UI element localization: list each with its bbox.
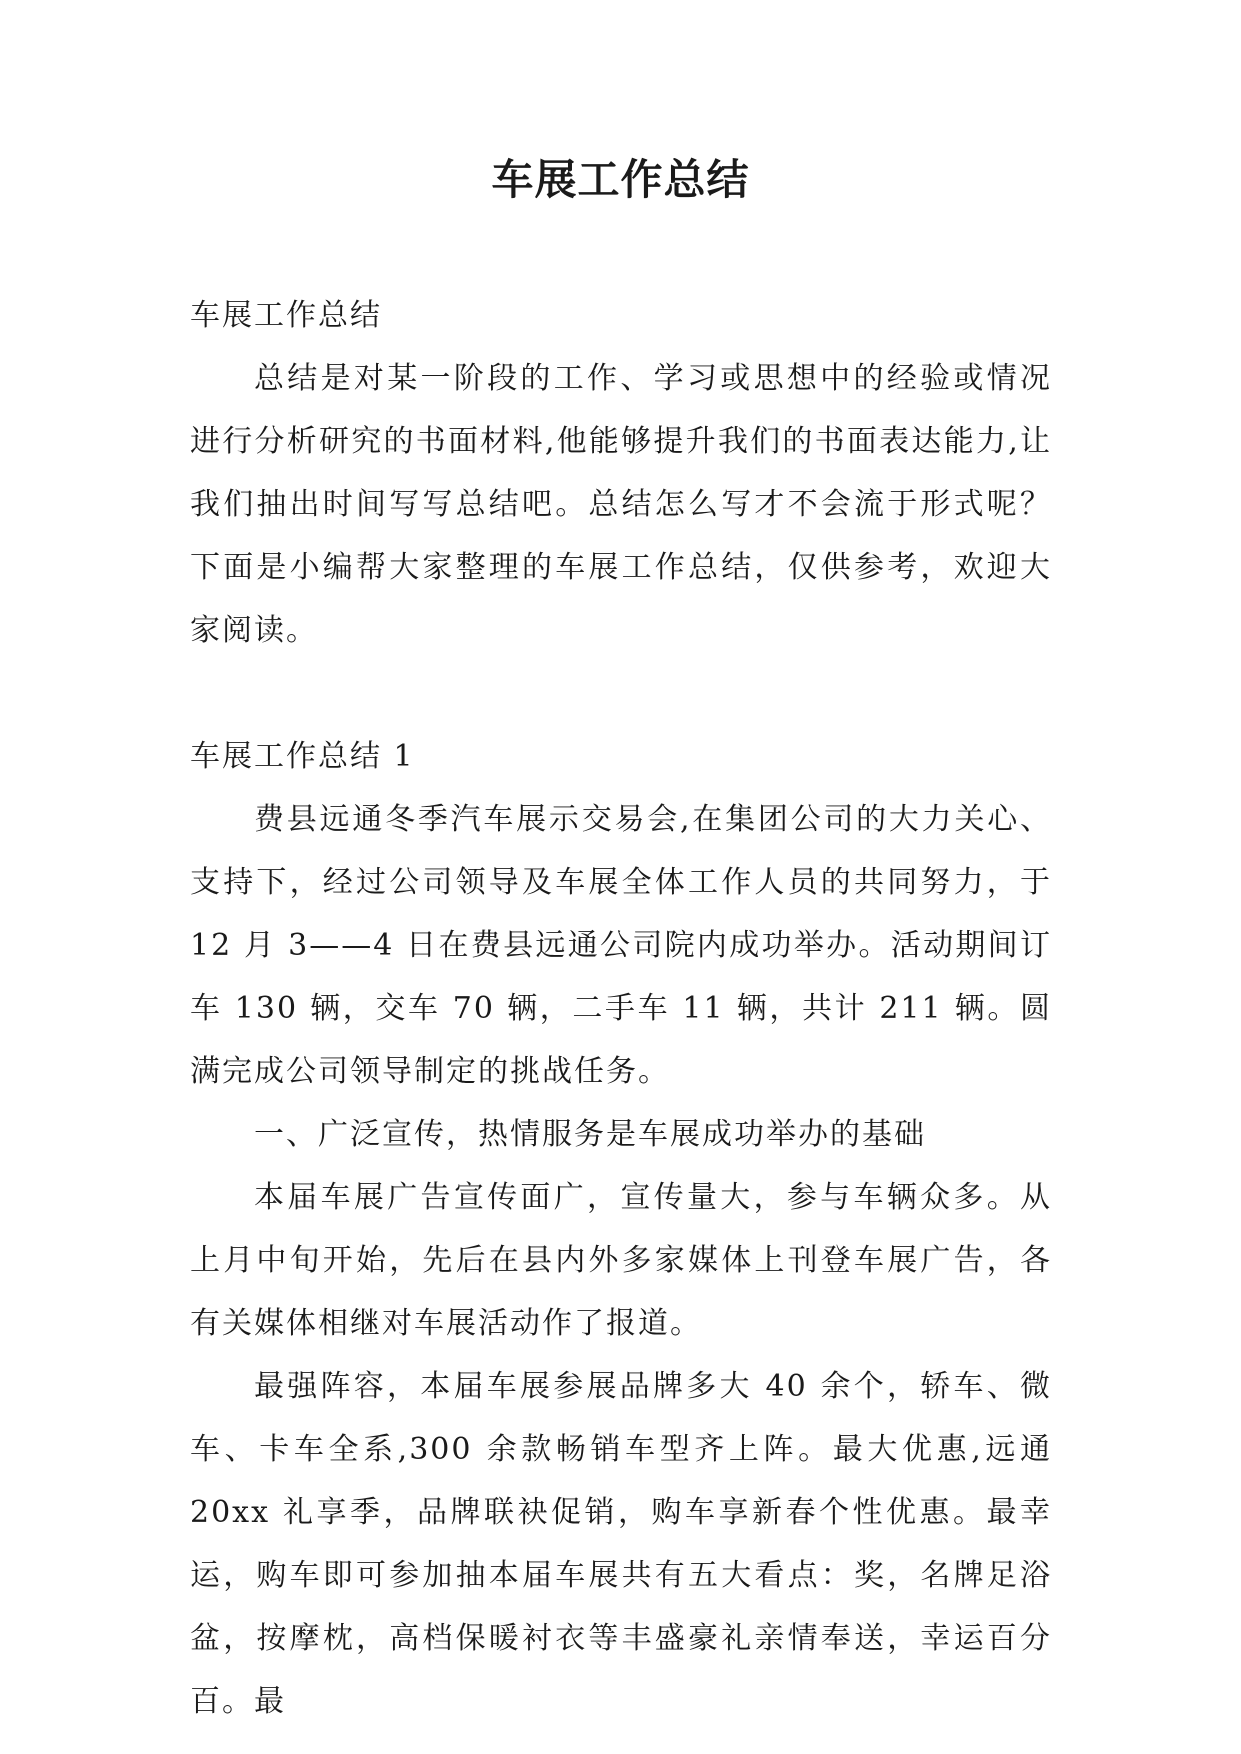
document-title: 车展工作总结 [491, 155, 750, 204]
section-spacer [190, 662, 1052, 725]
section-1-heading: 车展工作总结 1 [190, 739, 415, 774]
intro-paragraph: 总结是对某一阶段的工作、学习或思想中的经验或情况进行分析研究的书面材料,他能够提升我们的书面表达能力,让我们抽出时间写写总结吧。总结怎么写才不会流于形式呢？下面是小编帮大家整理的车展工作总结，仅供参考，欢迎大家阅读。 [190, 361, 1052, 648]
section-1-paragraph-3: 最强阵容，本届车展参展品牌多大 40 余个，轿车、微车、卡车全系,300 余款畅销车型齐上阵。最大优惠,远通 20xx 礼享季，品牌联袂促销，购车享新春个性优惠。最幸运，购车即可参加抽本届车展共有五大看点：奖，名牌足浴盆，按摩枕，高档保暖衬衣等丰盛豪礼亲情奉送，幸运百分百。最 [190, 1369, 1052, 1719]
document-body [190, 284, 1052, 1733]
section-1-paragraph-2: 本届车展广告宣传面广，宣传量大，参与车辆众多。从上月中旬开始，先后在县内外多家媒体上刊登车展广告，各有关媒体相继对车展活动作了报道。 [190, 1180, 1052, 1341]
intro-heading: 车展工作总结 [190, 298, 382, 333]
section-1-paragraph-1: 费县远通冬季汽车展示交易会,在集团公司的大力关心、支持下，经过公司领导及车展全体工作人员的共同努力，于12 月 3——4 日在费县远通公司院内成功举办。活动期间订车 130 辆，交车 70 辆，二手车 11 辆，共计 211 辆。圆满完成公司领导制定的挑战任务。 [190, 802, 1052, 1089]
section-1-subheading: 一、广泛宣传，热情服务是车展成功举办的基础 [254, 1117, 926, 1152]
